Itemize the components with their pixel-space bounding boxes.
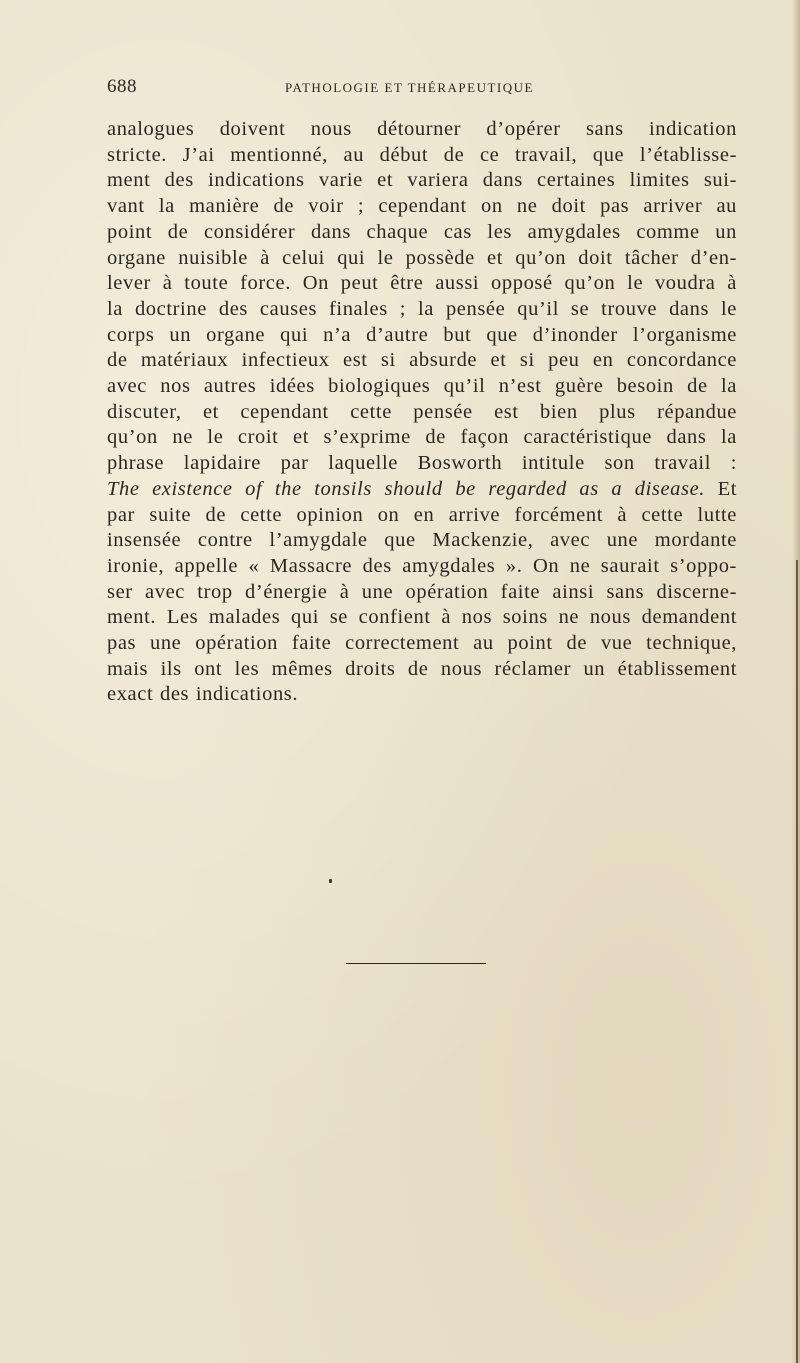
ink-speck	[329, 879, 332, 883]
text-line: avec nos autres idées biologiques qu’il n’est guère besoin de la	[107, 375, 737, 398]
body-paragraph	[107, 117, 737, 708]
text-line-italic-title	[107, 477, 737, 503]
text-line: par suite de cette opinion on en arrive forcément à cette lutte	[107, 503, 737, 526]
text-continuation: Et	[705, 477, 737, 500]
text-line: mais ils ont les mêmes droits de nous réclamer un établissement	[107, 657, 737, 680]
text-line: de matériaux infectieux est si absurde et si peu en concordance	[107, 349, 737, 372]
text-line: insensée contre l’amygdale que Mackenzie, avec une mordante	[107, 529, 737, 552]
text-line: la doctrine des causes finales ; la pensée qu’il se trouve dans le	[107, 297, 737, 320]
text-line-last: exact des indications.	[107, 683, 299, 706]
text-line: analogues doivent nous détourner d’opérer sans indication	[107, 118, 737, 140]
page-number: 688	[107, 76, 137, 97]
page-edge-line	[796, 560, 798, 1363]
text-line: ment des indications varie et variera dans certaines limites sui-	[107, 169, 737, 192]
text-line: ment. Les malades qui se confient à nos soins ne nous demandent	[107, 606, 737, 629]
running-head: PATHOLOGIE ET THÉRAPEUTIQUE	[285, 80, 534, 95]
text-line: qu’on ne le croit et s’exprime de façon caractéristique dans la	[107, 426, 737, 449]
text-line: corps un organe qui n’a d’autre but que d’inonder l’organisme	[107, 323, 737, 346]
text-line: pas une opération faite correctement au point de vue technique,	[107, 632, 737, 655]
text-line: discuter, et cependant cette pensée est bien plus répandue	[107, 400, 737, 423]
text-line: ironie, appelle « Massacre des amygdales ». On ne saurait s’oppo-	[107, 554, 737, 577]
italic-title: The existence of the tonsils should be regarded as a disease.	[107, 477, 706, 500]
text-line: vant la manière de voir ; cependant on ne doit pas arriver au	[107, 195, 737, 218]
text-line: stricte. J’ai mentionné, au début de ce travail, que l’établisse-	[107, 143, 737, 166]
text-line: ser avec trop d’énergie à une opération faite ainsi sans discerne-	[107, 580, 737, 603]
text-line: lever à toute force. On peut être aussi opposé qu’on le voudra à	[107, 272, 737, 295]
text-line: organe nuisible à celui qui le possède et qu’on doit tâcher d’en-	[107, 246, 737, 269]
text-line: point de considérer dans chaque cas les amygdales comme un	[107, 220, 737, 243]
text-line: phrase lapidaire par laquelle Bosworth intitule son travail :	[107, 452, 737, 475]
page-header	[107, 76, 737, 106]
section-end-rule	[346, 963, 486, 964]
